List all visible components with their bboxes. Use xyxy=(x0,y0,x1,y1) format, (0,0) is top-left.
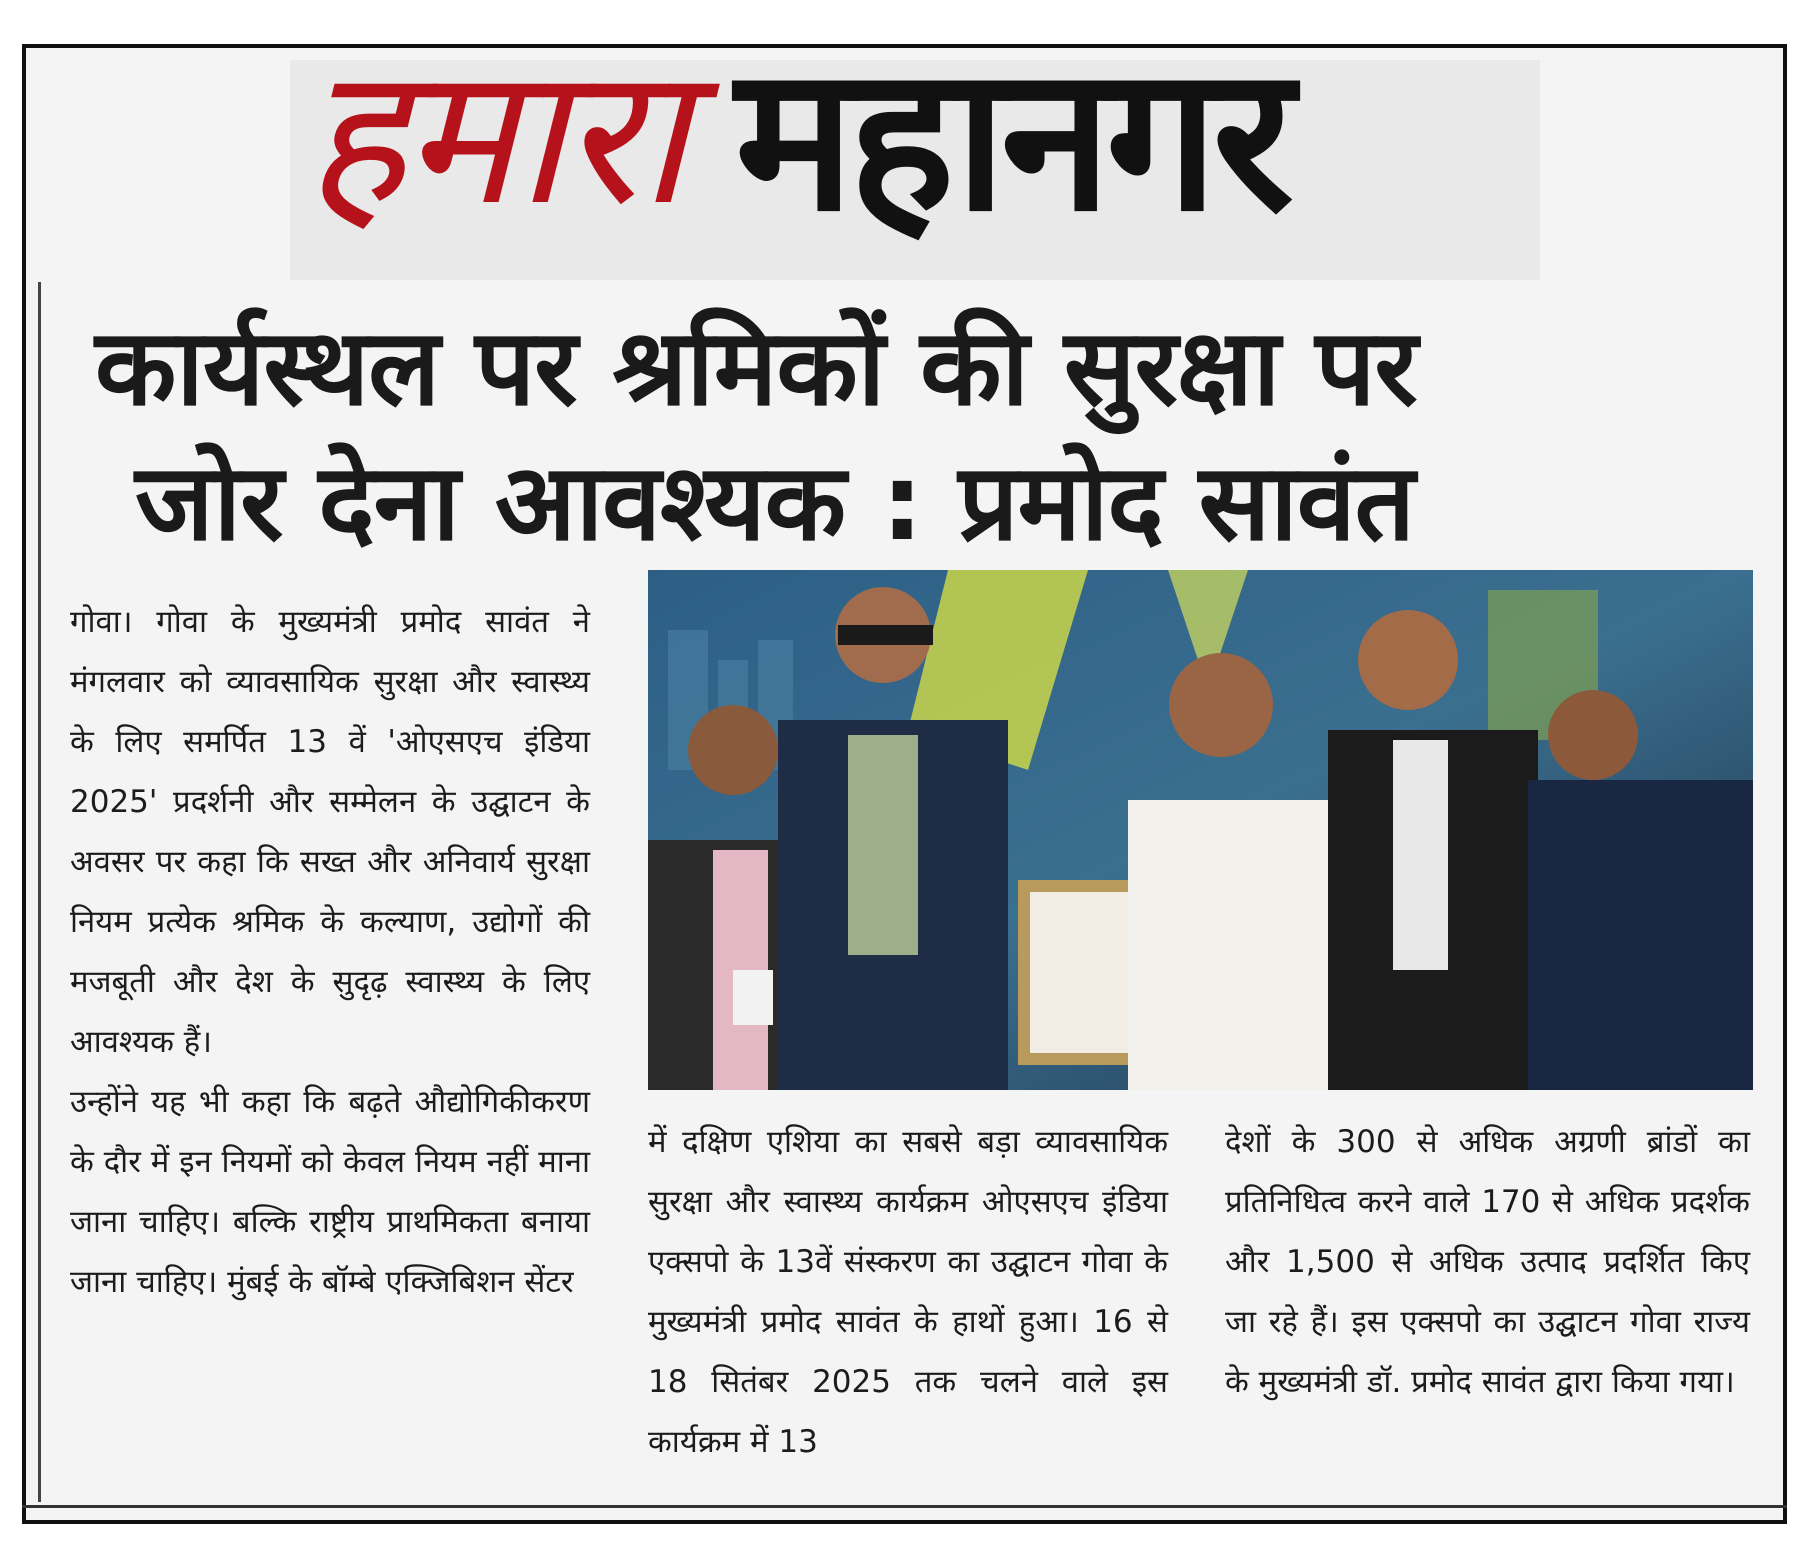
column-1-paragraph-1: गोवा। गोवा के मुख्यमंत्री प्रमोद सावंत ने मंगलवार को व्यावसायिक सुरक्षा और स्वास्थ्य के लिए समर्पित 13 वें 'ओएसएच इंडिया 2025' प्रदर्शनी और सम्मेलन के उद्घाटन के अवसर पर कहा कि सख्त और अनिवार्य सुरक्षा नियम प्रत्येक श्रमिक के कल्याण, उद्योगों की मजबूती और देश के सुदृढ़ स्वास्थ्य के लिए आवश्यक हैं। xyxy=(70,604,590,1060)
article-column-1 xyxy=(70,592,590,1312)
masthead-title-black: महानगर xyxy=(735,23,1289,256)
article-column-3: देशों के 300 से अधिक अग्रणी ब्रांडों का प्रतिनिधित्व करने वाले 170 से अधिक प्रदर्शक और 1,500 से अधिक उत्पाद प्रदर्शित किए जा रहे हैं। इस एक्सपो का उद्घाटन गोवा राज्य के मुख्यमंत्री डॉ. प्रमोद सावंत द्वारा किया गया। xyxy=(1225,1124,1750,1400)
bottom-rule xyxy=(22,1505,1787,1508)
article-column-2: में दक्षिण एशिया का सबसे बड़ा व्यावसायिक सुरक्षा और स्वास्थ्य कार्यक्रम ओएसएच इंडिया एक्सपो के 13वें संस्करण का उद्घाटन गोवा के मुख्यमंत्री प्रमोद सावंत के हाथों हुआ। 16 से 18 सितंबर 2025 तक चलने वाले इस कार्यक्रम में 13 xyxy=(648,1124,1168,1460)
column-1-paragraph-2: उन्होंने यह भी कहा कि बढ़ते औद्योगिकीकरण के दौर में इन नियमों को केवल नियम नहीं माना जाना चाहिए। बल्कि राष्ट्रीय प्राथमिकता बनाया जाना चाहिए। मुंबई के बॉम्बे एक्जिबिशन सेंटर xyxy=(70,1084,590,1300)
left-column-rule xyxy=(38,282,41,1502)
event-photo-illustration xyxy=(648,570,1753,1090)
event-photo xyxy=(648,570,1753,1090)
masthead-title-red: हमारा xyxy=(305,26,684,247)
headline-line-2: जोर देना आवश्यक : प्रमोद सावंत xyxy=(135,441,1415,564)
headline-line-1: कार्यस्थल पर श्रमिकों की सुरक्षा पर xyxy=(95,306,1417,429)
